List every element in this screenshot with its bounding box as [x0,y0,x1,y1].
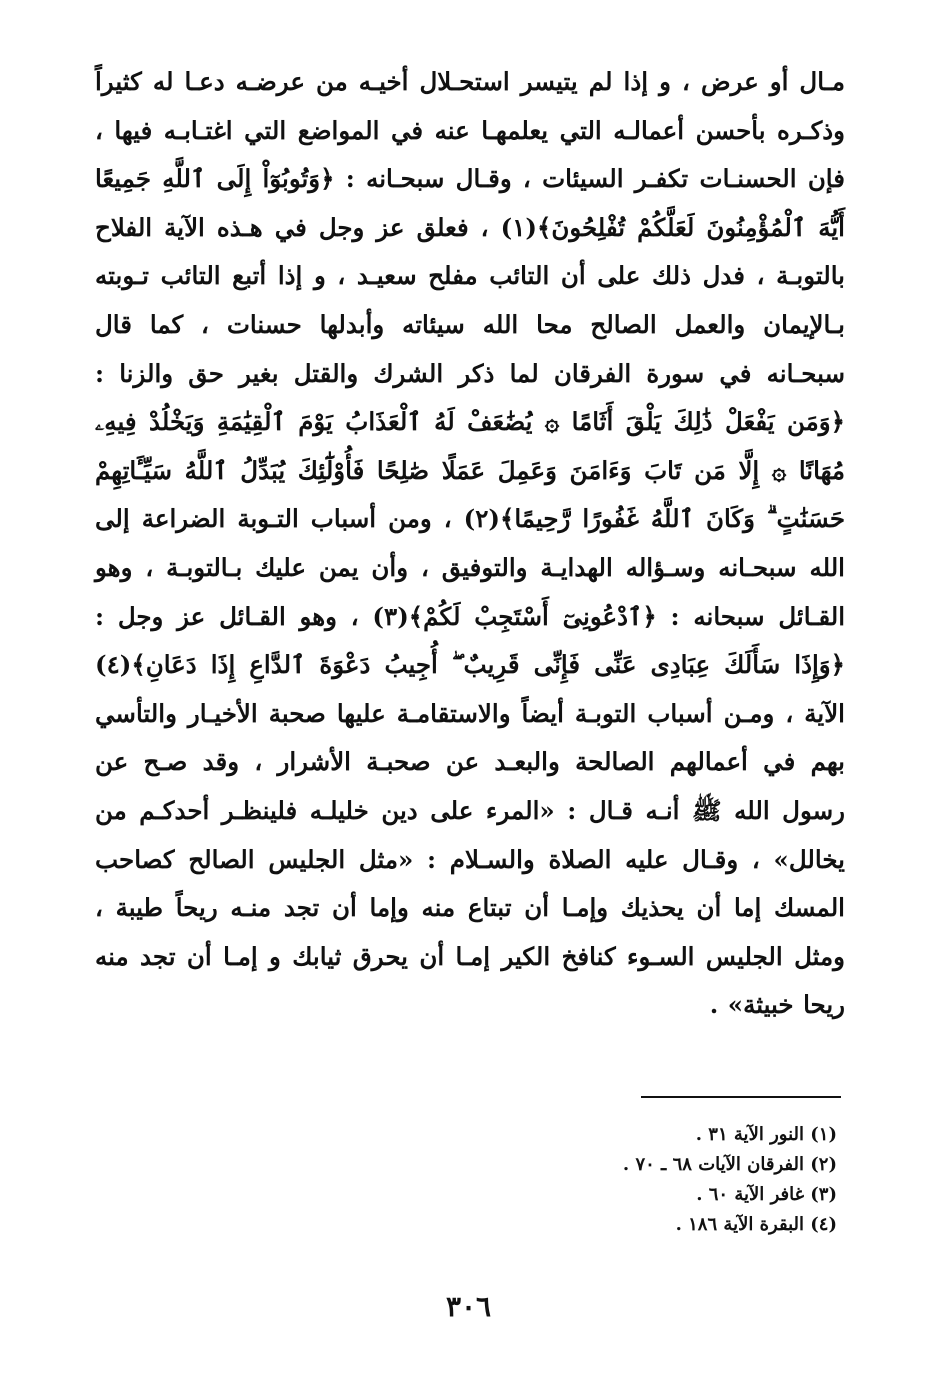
footnote-item: (٣) غافر الآية ٦٠ . [696,1184,837,1205]
footnote-divider [641,1096,841,1098]
footnote-item: (٢) الفرقان الآيات ٦٨ ـ ٧٠ . [622,1154,837,1175]
body-paragraph: مـال أو عرض ، و إذا لم يتيسر استحـلال أخيـه من عرضـه دعـا له كثيراً وذكـره بأحسن أعمالـه التي يعلمهـا عنه في المواضع التي اغتـابـه فيها ، فإن الحسنـات تكفـر السيئات ، وقـال سبحـانه : ﴿وَتُوبُوٓاْ إِلَى ٱللَّهِ جَمِيعًا أَيُّهَ ٱلْمُؤْمِنُونَ لَعَلَّكُمْ تُفْلِحُونَ﴾(١) ، فعلق عز وجل في هـذه الآية الفلاح بالتوبـة ، فدل ذلك على أن التائب مفلح سعيـد ، و إذا أتبع التائب تـوبته بـالإيمان والعمل الصالح محا الله سيئاته وأبدلها حسنات ، كما قال سبحـانه في سورة الفرقان لما ذكر الشرك والقتل بغير حق والزنا : ﴿وَمَن يَفْعَلْ ذَٰلِكَ يَلْقَ أَثَامًا ۞ يُضَٰعَفْ لَهُ ٱلْعَذَابُ يَوْمَ ٱلْقِيَٰمَةِ وَيَخْلُدْ فِيهِۦ مُهَانًا ۞ إِلَّا مَن تَابَ وَءَامَنَ وَعَمِلَ عَمَلًا صَٰلِحًا فَأُوْلَٰٓئِكَ يُبَدِّلُ ٱللَّهُ سَيِّـَٔاتِهِمْ حَسَنَٰتٍ ۗ وَكَانَ ٱللَّهُ غَفُورًا رَّحِيمًا﴾(٢) ، ومن أسباب التـوبة الضراعة إلى الله سبحـانه وسـؤاله الهدايـة والتوفيق ، وأن يمن عليك بـالتوبـة ، وهو القـائل سبحانه : ﴿ٱدْعُونِىٓ أَسْتَجِبْ لَكُمْ﴾(٣) ، وهو القـائل عز وجل : ﴿وَإِذَا سَأَلَكَ عِبَادِى عَنِّى فَإِنِّى قَرِيبٌ ۖ أُجِيبُ دَعْوَةَ ٱلدَّاعِ إِذَا دَعَانِ﴾(٤) الآية ، ومـن أسباب التوبـة أيضاً والاستقامـة عليها صحبة الأخيـار والتأسي بهم في أعمالهم الصالحة والبعـد عن صحبـة الأشرار ، وقد صـح عن رسول الله ﷺ أنـه قـال : «المرء على دين خليلـه فلينظـر أحدكـم من يخالل» ، وقـال عليه الصلاة والسـلام : «مثل الجليس الصالح كصاحب المسك إما أن يحذيك وإمـا أن تبتاع منه وإما أن تجد منـه ريحاً طيبة ، ومثل الجليس السـوء كنافخ الكير إمـا أن يحرق ثيابك و إمـا أن تجد منه ريحا خبيثة» . [95,67,846,1020]
footnote-item: (١) النور الآية ٣١ . [695,1124,837,1145]
footnote-item: (٤) البقرة الآية ١٨٦ . [675,1214,837,1235]
page-number: ٣٠٦ [445,1290,492,1323]
footnotes-list [417,1120,837,1240]
main-text-block [95,58,845,1030]
